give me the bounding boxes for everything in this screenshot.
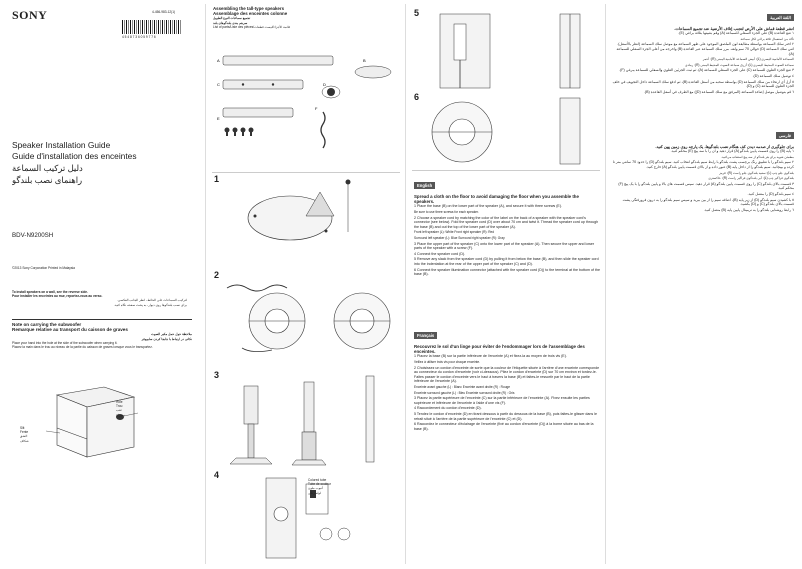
model-code: 4-456-983-12(1): [152, 10, 176, 14]
title-ar: دليل تركيب السماعة: [12, 163, 83, 173]
part-label-b: B: [363, 58, 366, 63]
french-step-3: 3 Placez la partie supérieure de l'enceinte (C) sur la partie inférieure de l'enceinte (A). Fixez ensuite les parties supérieure et inférieure de l'enceinte à l'aide d'une vis (F).: [414, 396, 590, 405]
arabic-step-5: ٥ أزل أي ارتخاء من سلك السماعة (D) بواسطة سحبه من أسفل القاعدة (B)، ثم ادفع سلك السماعة داخل التجويف في خلف الجزء العلوي للسماعة (C) و (D).: [612, 79, 794, 89]
english-bar: English: [414, 182, 435, 189]
hole-label-fr: Trou: [116, 404, 123, 409]
farsi-step-3: ٣ قسمت بالای بلندگو (C) را روی قسمت پایین بلندگو (A) قرار دهید. سپس قسمت های بالا و پایین بلندگو را با یک پیچ (F) محکم کنید.: [618, 181, 794, 191]
french-step-6: 6 Raccordez le connecteur d'éclairage de l'enceinte (fixé au cordon d'enceinte (D)) à la borne située au bas de la base (B).: [414, 422, 594, 431]
install-note-ar: لتركيب السماعات على الحائط، انظر الجانب العكسي.: [116, 298, 187, 303]
farsi-note-1: مطمئن شوید برای هر بلندگو از سه پیچ استفاده می‌کنید.: [721, 154, 794, 159]
arabic-step-4: ٤ توصيل سلك السماعة (D).: [752, 73, 794, 78]
arabic-intro: انشر قطعة قماش على الأرض لتجنب إتلاف الأرضية عند تجميع السماعات.: [674, 26, 794, 31]
arabic-section: [612, 6, 794, 124]
parts-heading-fr: Assemblage des enceintes colonne: [213, 11, 288, 17]
english-note-1: Be sure to use three screws for each speaker.: [414, 210, 479, 214]
farsi-step-1: ١ پایه (B) را روی قسمت پایین بلندگو (A) قرار دهید و آن را با سه پیچ (E) محکم کنید.: [670, 149, 794, 154]
farsi-intro: برای جلوگیری از صدمه دیدن کف هنگام نصب بلندگوها، یک پارچه روی زمین پهن کنید.: [655, 144, 794, 149]
english-color-2: Surround left speaker (L): Blue Surround right speaker (R): Gray: [414, 235, 505, 240]
install-note: [12, 290, 187, 307]
english-step-4: 4 Connect the speaker cord (D).: [414, 251, 466, 256]
parts-heading-fa: سرهم بندی بلندگوهای بلند: [213, 20, 248, 25]
subwoofer-heading-fa: نکاتی در ارتباط با جابجا کردن سابووفر: [141, 336, 192, 341]
subwoofer-illustration: [42, 383, 142, 463]
parts-heading-en: Assembling the tall-type speakers: [213, 6, 285, 11]
french-step-4: 4 Raccordement du cordon d'enceinte (D).: [414, 406, 482, 411]
step-number-4: 4: [214, 470, 220, 480]
part-label-f: F: [315, 106, 318, 111]
install-note-fr: Pour installer les enceintes au mur, reportez-vous au verso.: [12, 294, 103, 299]
arabic-bar: اللغة العربية: [767, 14, 794, 21]
french-step-1: 1 Placez la base (B) sur la partie inférieure de l'enceinte (A) et fixez-la au moyen de trois vis (E).: [414, 354, 567, 359]
farsi-bar: فارسی: [776, 132, 794, 139]
farsi-color-1: بلندگوی جلو چپ (L): سفید بلندگوی جلو راست (R): قرمز: [719, 170, 794, 175]
part-label-d: D: [323, 82, 326, 87]
step-number-1: 1: [214, 174, 220, 184]
hole-label-ar: ثقب: [116, 408, 122, 413]
colored-tube-label-fr: Tube de couleur: [308, 482, 331, 487]
farsi-step-6: ٦ رابط روشنایی بلندگو را به ترمینال پایین پایه (B) متصل کنید.: [703, 207, 794, 212]
farsi-step-5: ٥ با کشیدن سیم بلندگو (D) از زیر پایه (B)، اضافه سیم را از بین ببرید و سپس سیم بلندگو را به درون فرورفتگی پشت قسمت بالای بلندگو (C) و (D) بکشید.: [622, 197, 794, 207]
part-a-lower-speaker: [217, 56, 333, 65]
title-en: Speaker Installation Guide: [12, 140, 111, 150]
model-number: BDV-N9200SH: [12, 232, 54, 239]
part-label-c: C: [217, 82, 220, 87]
farsi-step-4: ٤ سیم بلندگو (D) را متصل کنید.: [747, 191, 794, 196]
slit-label-fa: شکاف: [20, 438, 29, 443]
title-fr: Guide d'installation des enceintes: [12, 151, 137, 161]
step6-illustration: [420, 96, 600, 168]
english-step-3: 3 Place the upper part of the speaker (C) onto the lower part of the speaker (A). Then secure the upper and lower parts of the speaker with a screw (F).: [414, 241, 595, 251]
subwoofer-heading-en: Note on carrying the subwoofer: [12, 322, 82, 327]
english-step-2: 2 Choose a speaker cord by matching the color of the label on the back of a speaker with the speaker cord's connector (see below). Fold the speaker cord (D) over about 70 cm and twist it. Thread the speaker cord up through the base (B) and out the top of the lower part of the speaker (A).: [414, 215, 599, 229]
slit-label-ar: الشق: [20, 434, 28, 439]
step-number-2: 2: [214, 270, 220, 280]
arabic-step-1: ١ ضع القاعدة (B) على الجزء السفلي للسماعة (A) وقم بتثبيتها بثلاثة براغي (E).: [678, 31, 794, 36]
step5-illustration: [420, 12, 600, 92]
arabic-color-2: سماعة الصوت المحيط اليسرى (L): أزرق سماعة الصوت المحيط اليمنى (R): رمادي: [685, 62, 794, 67]
title-fa: راهنمای نصب بلندگو: [12, 175, 83, 185]
step1-illustration: [230, 176, 370, 256]
part-b-base: [355, 58, 391, 78]
step-number-5: 5: [414, 8, 420, 18]
english-section: [414, 174, 600, 324]
step-number-3: 3: [214, 370, 220, 380]
subwoofer-heading-ar: ملاحظة حول حمل مكبر الصوت: [150, 332, 192, 337]
arabic-note-1: تأكد من استعمال ثلاثة براغي لكل سماعة.: [739, 36, 794, 41]
subwoofer-label-right: [116, 400, 125, 417]
arabic-step-2: ٢ اختر سلك السماعة بواسطة مطابقة لون الملصق الموجود على ظهر السماعة مع موصل سلك السماعة (انظر بالأسفل). اثني سلك السماعة (D) حوالي 70 سم ولفه. مرر سلك السماعة عبر القاعدة (B) واخرجه من أعلى الجزء السفلي للسماعة (A).: [616, 42, 794, 56]
step3-illustration: [226, 372, 406, 467]
french-color-2: Enceinte surround gauche (L) : Bleu Enceinte surround droite (R) : Gris: [414, 390, 515, 395]
cover-column: [12, 8, 202, 563]
arabic-step-3: ٣ ضع الجزء العلوي للسماعة (C) على الجزء السفلي للسماعة (A). ثم ثبت الجزئين العلوي والسفلي للسماعة ببرغي (F).: [619, 68, 794, 73]
french-intro: Recouvrez le sol d'un linge pour éviter de l'endommager lors de l'assemblage des enceintes.: [414, 344, 585, 355]
step2-illustration: [222, 276, 402, 366]
subwoofer-heading-fr: Remarque relative au transport du caisson de graves: [12, 327, 128, 333]
french-note-1: Veillez à utiliser trois vis pour chaque enceinte.: [414, 360, 481, 364]
subwoofer-note: [12, 319, 192, 349]
colored-tube-label-ar: أنبوب ملون: [308, 486, 324, 491]
english-step-6: 6 Connect the speaker illumination connector (attached with the speaker cord (D)) to the terminal at the bottom of the base (B).: [414, 267, 600, 277]
farsi-color-2: بلندگوی فراگیر چپ (L): آبی بلندگوی فراگیر راست (R): خاکستری: [708, 176, 794, 181]
french-section: [414, 324, 600, 494]
slit-label-fr: Fente: [20, 430, 29, 435]
colored-tube-label-en: Colored tube: [308, 478, 327, 482]
barcode: [122, 20, 182, 34]
hole-label-en: Hole: [116, 400, 123, 404]
part-label-a: A: [217, 58, 220, 63]
french-color-1: Enceinte avant gauche (L) : Blanc Enceinte avant droite (R) : Rouge: [414, 384, 511, 389]
part-label-e: E: [217, 116, 220, 121]
english-color-1: Front left speaker (L): White Front right speaker (R): Red: [414, 230, 495, 235]
farsi-step-2: ٢ سیم بلندگو را با تطبیق رنگ برچسب پشت بلندگو با رابط سیم بلندگو انتخاب کنید. سیم بلندگو (D) را حدود 70 سانتی متر تا کرده و بپیچانید. سیم بلندگو را از داخل پایه (B) عبور داده و از بالای قسمت پایین بلندگو (A) خارج کنید.: [612, 160, 794, 169]
parts-illustration: [213, 50, 403, 165]
english-step-1: 1 Place the base (B) on the lower part of the speaker (A), and secure it with three screws (E).: [414, 204, 563, 209]
french-bar: Français: [414, 332, 437, 339]
french-step-2: 2 Choisissez un cordon d'enceinte de sorte que la couleur de l'étiquette située à l'arrière d'une enceinte corresponde au connecteur du cordon d'enceinte (voir ci-dessous). Pliez le cordon d'enceinte (D) sur 70 cm environ et tordez-le. Faites passer le cordon d'enceinte vers le haut à travers la base (B) et faites-le ressortir par le haut de la partie inférieure de l'enceinte (A).: [414, 365, 600, 384]
hole-label-fa: سوراخ: [116, 412, 125, 417]
part-d-speaker-cord: [322, 82, 340, 98]
farsi-section: [612, 124, 794, 244]
part-c-upper-speaker: [217, 80, 303, 89]
part-f-cord: [315, 106, 325, 148]
colored-tube-label: [308, 478, 331, 495]
install-note-en: To install speakers on a wall, see the reverse side.: [12, 290, 88, 294]
subwoofer-text-en: Place your hand into the hole at the side of the subwoofer when carrying it.: [12, 340, 118, 345]
sony-logo: SONY: [12, 8, 48, 22]
install-note-fa: برای نصب بلندگوها روی دیوار، به پشت صفحه نگاه کنید.: [114, 302, 187, 307]
slit-label-en: Slit: [20, 426, 25, 430]
subwoofer-text-fr: Placez la main dans le trou au niveau de la partie du caisson de graves lorsque vous le transportez.: [12, 345, 153, 350]
english-step-5: 5 Remove any slack from the speaker cord (D) by pulling it from below the base (B), and then slide the speaker cord into the indentation at the rear of the upper part of the speaker (C) and (D).: [414, 257, 599, 266]
copyright: ©2013 Sony Corporation Printed in Malaysia: [12, 266, 75, 270]
colored-tube-label-fa: لوله رنگی: [308, 490, 322, 495]
arabic-color-1: السماعة الأمامية اليسرى (L): أبيض السماعة الأمامية اليمنى (R): أحمر: [702, 57, 794, 62]
arabic-step-6: ٦ قم بتوصيل موصل إضاءة السماعة (المرفق مع سلك السماعة (D)) مع الطرف في أسفل القاعدة (B).: [643, 89, 794, 94]
part-e-screws: [217, 116, 254, 136]
french-step-5: 5 Tendez le cordon d'enceinte (D) en tirant dessous à partir du dessous de la base (B), puis faites-le glisser dans le retrait situé à l'arrière de la partie supérieure de l'enceinte (C) et (D).: [414, 411, 598, 421]
step-number-6: 6: [414, 92, 420, 102]
parts-list-label: List of parts/Liste des pièces/قائمة الأجزاء/لیست قطعات: [213, 24, 291, 29]
subwoofer-label-left: [20, 426, 29, 443]
barcode-number: 4 5 4 8 7 3 6 0 5 9 7 7 6: [122, 35, 156, 39]
part-e-variant: [223, 108, 293, 117]
english-intro: Spread a cloth on the floor to avoid damaging the floor when you assemble the speakers.: [414, 194, 579, 205]
parts-heading-ar: تجميع سماعات النوع الطويل: [213, 16, 251, 21]
